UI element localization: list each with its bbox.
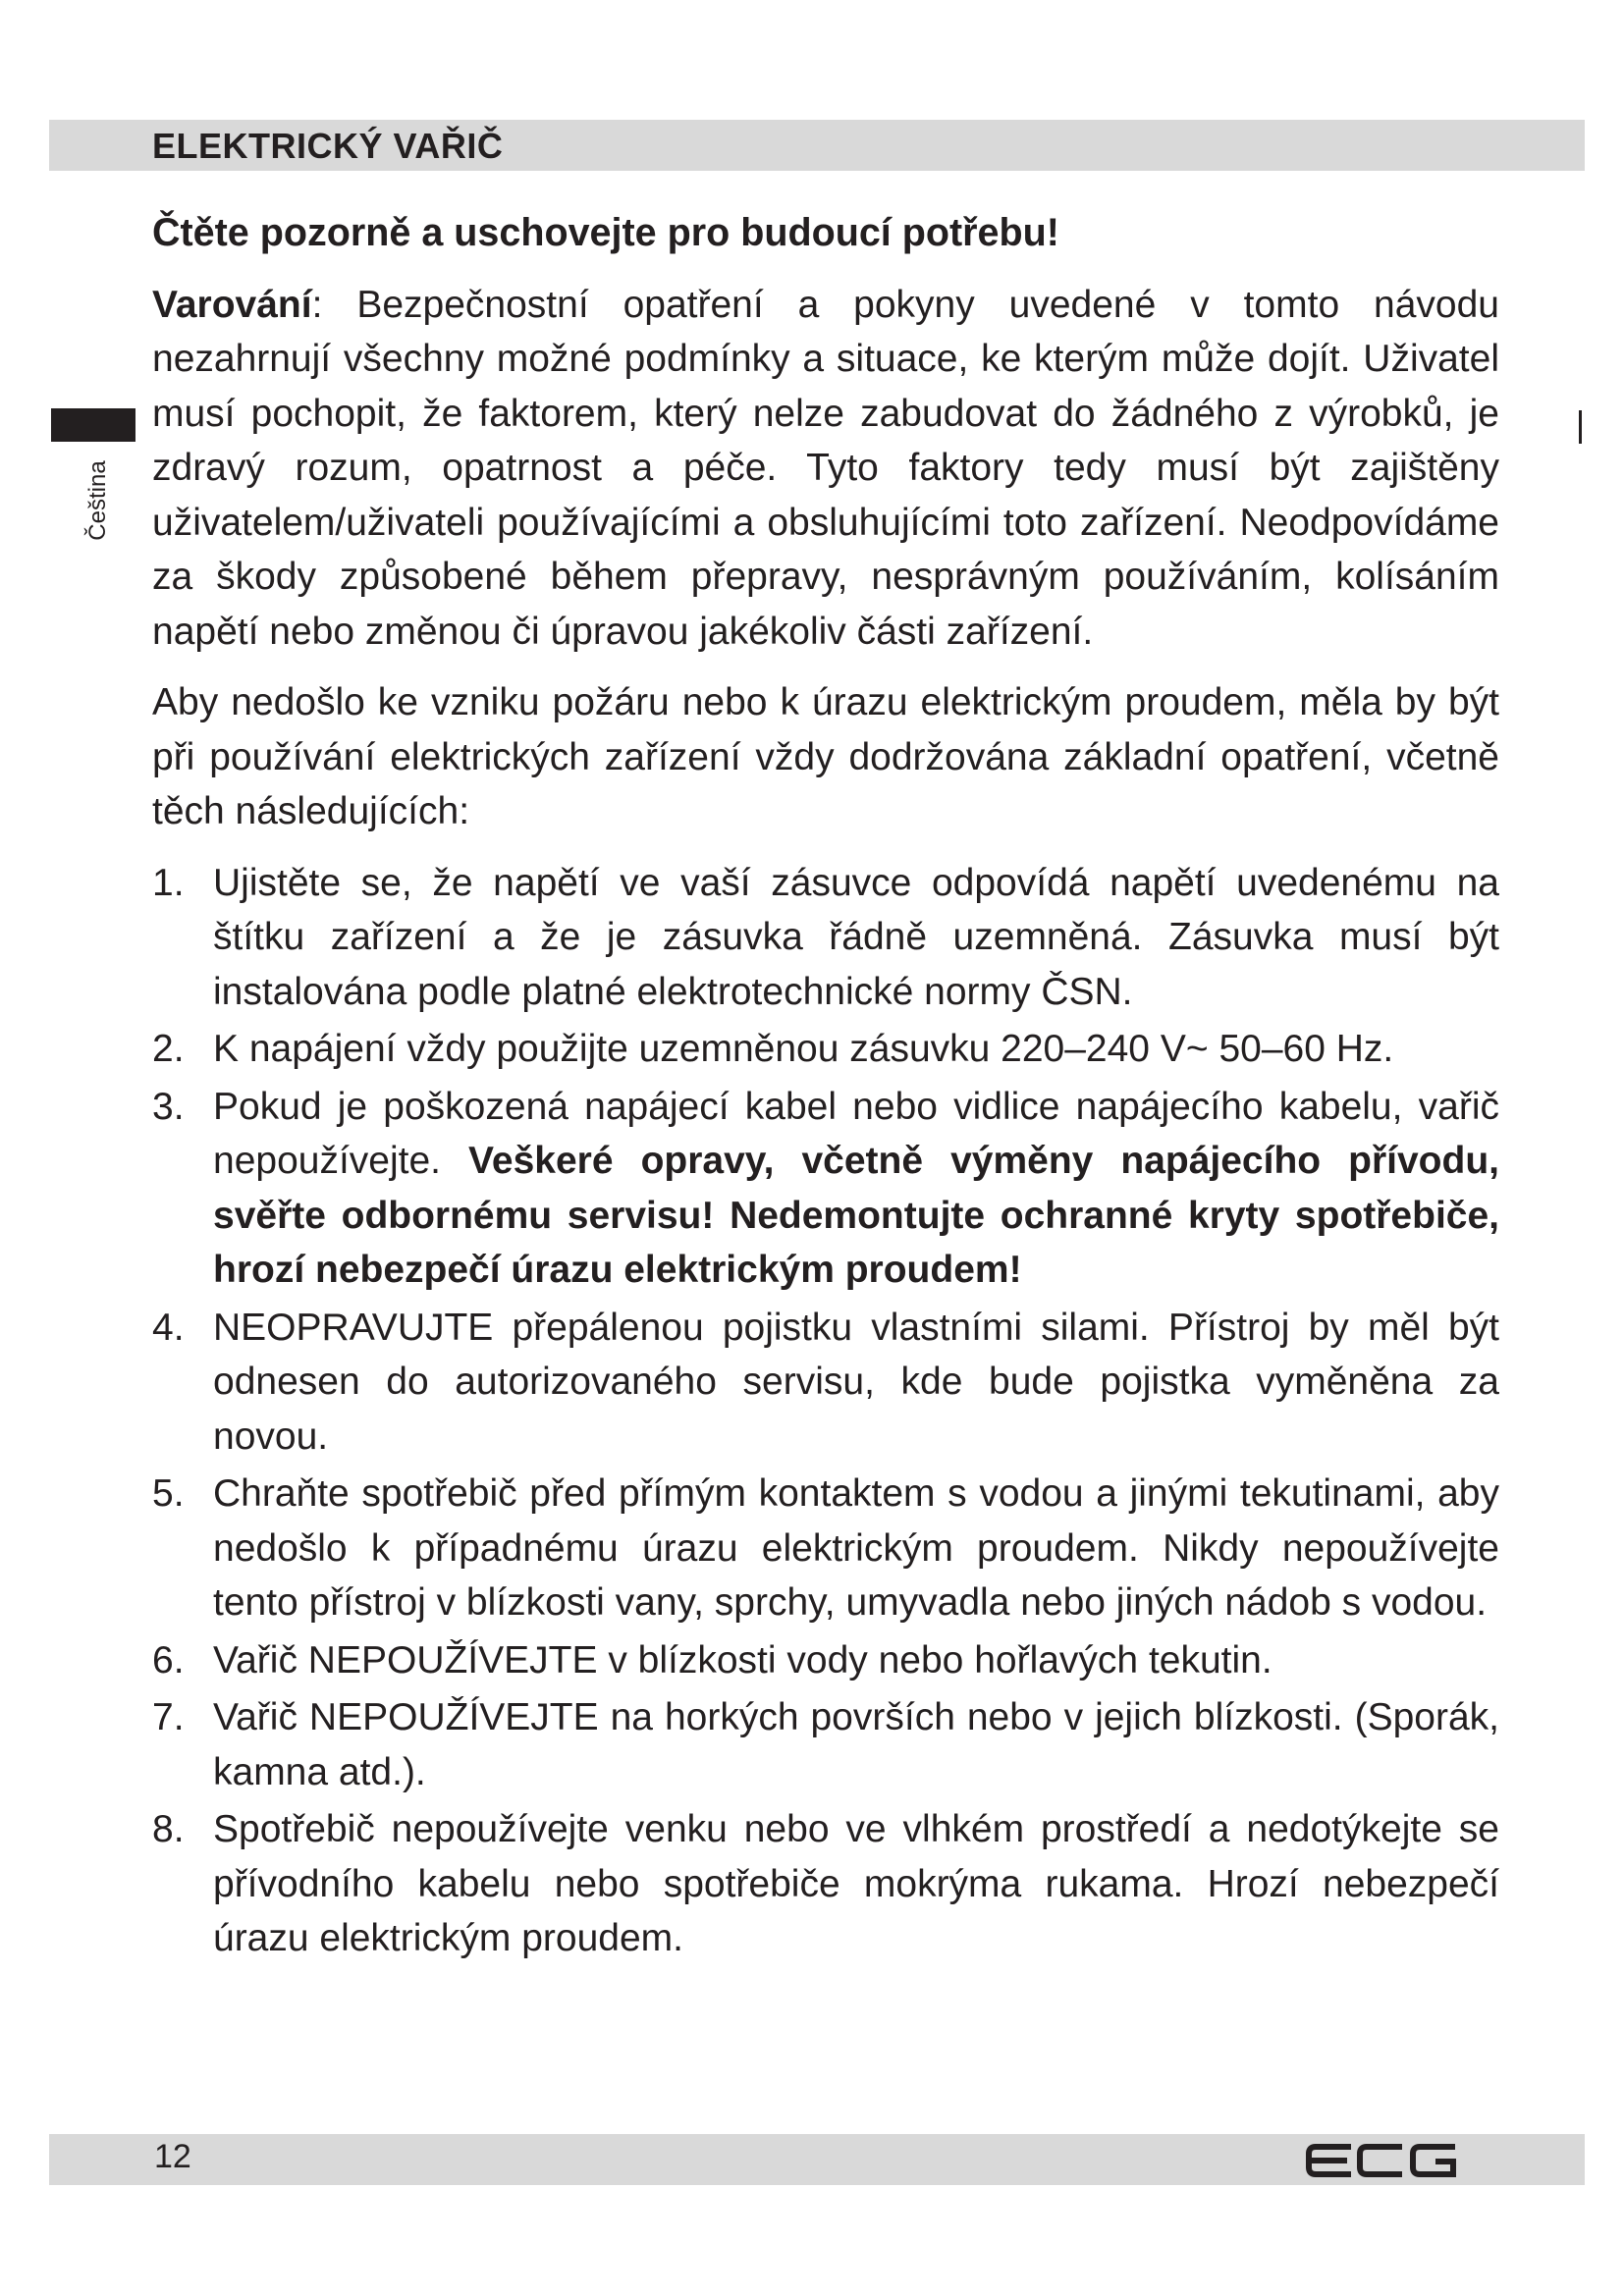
main-content — [152, 206, 1499, 1969]
warning-paragraph — [152, 278, 1499, 660]
list-item-number: 2. — [152, 1028, 185, 1070]
list-item-text: K napájení vždy použijte uzemněnou zásuvku 220–240 V~ 50–60 Hz. — [213, 1028, 1394, 1070]
list-item-number: 4. — [152, 1306, 185, 1349]
list-item — [152, 1467, 1499, 1630]
page-title: ELEKTRICKÝ VAŘIČ — [152, 126, 504, 166]
list-item-number: 7. — [152, 1696, 185, 1738]
list-item — [152, 1633, 1499, 1688]
list-item-text: Spotřebič nepoužívejte venku nebo ve vlhkém prostředí a nedotýkejte se přívodního kabelu nebo spotřebiče mokrýma rukama. Hrozí nebezpečí úrazu elektrickým proudem. — [213, 1808, 1499, 1959]
list-item — [152, 856, 1499, 1020]
list-item-text-normal: Pokud je poškozená napájecí kabel nebo vidlice napájecího kabelu, vařič nepoužívejte. — [213, 1085, 1499, 1182]
list-item-number: 8. — [152, 1808, 185, 1850]
safety-instructions-list — [152, 856, 1499, 1966]
list-item — [152, 1802, 1499, 1966]
list-item-text: NEOPRAVUJTE přepálenou pojistku vlastními silami. Přístroj by měl být odnesen do autorizovaného servisu, kde bude pojistka vyměněna za novou. — [213, 1306, 1499, 1458]
list-item-text: Ujistěte se, že napětí ve vaší zásuvce odpovídá napětí uvedenému na štítku zařízení a že je zásuvka řádně uzemněná. Zásuvka musí být instalována podle platné elektrotechnické normy ČSN. — [213, 861, 1499, 1013]
warning-text: : Bezpečnostní opatření a pokyny uvedené v tomto návodu nezahrnují všechny možné podmínky a situace, ke kterým může dojít. Uživatel musí pochopit, že faktorem, který nelze zabudovat do žádného z výrobků, je zdravý rozum, opatrnost a péče. Tyto faktory tedy musí být zajištěny uživatelem/uživateli používajícími a obsluhujícími toto zařízení. Neodpovídáme za škody způsobené během přepravy, nesprávným používáním, kolísáním napětí nebo změnou či úpravou jakékoliv části zařízení. — [152, 283, 1499, 653]
list-item — [152, 1022, 1499, 1077]
list-item — [152, 1301, 1499, 1465]
ecg-logo — [1306, 2143, 1463, 2178]
warning-label: Varování — [152, 283, 312, 326]
intro-paragraph: Aby nedošlo ke vzniku požáru nebo k úrazu elektrickým proudem, měla by být při používání elektrických zařízení vždy dodržována základní opatření, včetně těch následujících: — [152, 681, 1499, 832]
list-item-text — [213, 1080, 1499, 1298]
page-number: 12 — [154, 2138, 191, 2175]
language-tab-marker — [51, 408, 135, 442]
list-item-text-bold: Veškeré opravy, včetně výměny napájecího přívodu, svěřte odbornému servisu! Nedemontujte ochranné kryty spotřebiče, hrozí nebezpečí úrazu elektrickým proudem! — [213, 1140, 1499, 1291]
list-item — [152, 1080, 1499, 1298]
list-item-number: 3. — [152, 1085, 185, 1128]
margin-mark — [1579, 410, 1582, 444]
list-item-number: 6. — [152, 1638, 185, 1682]
list-item-text: Vařič NEPOUŽÍVEJTE v blízkosti vody nebo hořlavých tekutin. — [213, 1638, 1272, 1682]
list-item-number: 5. — [152, 1472, 185, 1515]
list-item — [152, 1690, 1499, 1799]
list-item-text: Vařič NEPOUŽÍVEJTE na horkých površích nebo v jejich blízkosti. (Sporák, kamna atd.). — [213, 1696, 1499, 1793]
list-item-number: 1. — [152, 861, 185, 904]
section-subtitle: Čtěte pozorně a uschovejte pro budoucí potřebu! — [152, 211, 1059, 254]
language-label: Čeština — [84, 460, 111, 541]
list-item-text: Chraňte spotřebič před přímým kontaktem s vodou a jinými tekutinami, aby nedošlo k případnému úrazu elektrickým proudem. Nikdy nepoužívejte tento přístroj v blízkosti vany, sprchy, umyvadla nebo jiných nádob s vodou. — [213, 1472, 1499, 1624]
